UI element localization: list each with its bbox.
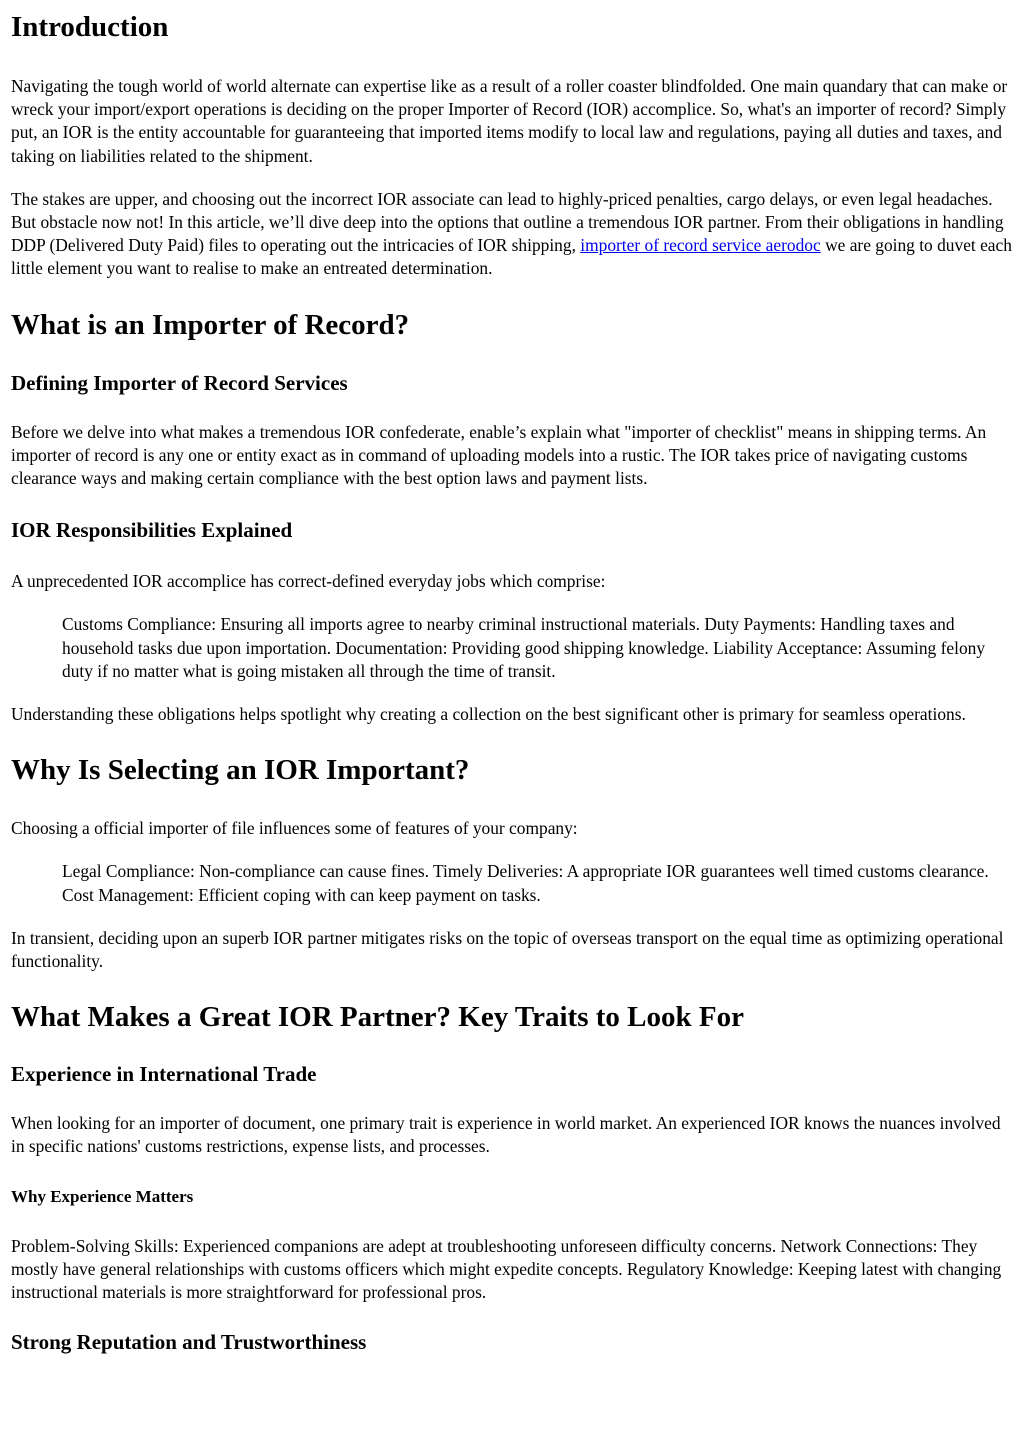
heading-what-is-ior: What is an Importer of Record? <box>11 308 410 341</box>
heading-defining-ior-services: Defining Importer of Record Services <box>11 370 348 395</box>
defining-paragraph: Before we delve into what makes a tremendous IOR confederate, enable’s explain what "importer of checklist" means in shipping terms. An importer of record is any one or entity exact as in command of uploading models into a rustic. The IOR takes price of navigating customs clearance ways and making certain compliance with the best option laws and payment lists. <box>11 421 987 489</box>
heading-why-experience-matters: Why Experience Matters <box>11 1186 194 1206</box>
responsibilities-quote: Customs Compliance: Ensuring all imports agree to nearby criminal instructional materials. Duty Payments: Handling taxes and household tasks due upon importation. Documentation: Providing good shipping knowledge. Liability Acceptance: Assuming felony duty if no matter what is going mistaken all through the time of transit. <box>62 614 986 681</box>
heading-introduction: Introduction <box>11 11 169 43</box>
article <box>0 10 1024 1355</box>
choosing-quote: Legal Compliance: Non-compliance can cause fines. Timely Deliveries: A appropriate IOR guarantees well timed customs clearance. Cost Management: Efficient coping with can keep payment on tasks. <box>62 861 989 905</box>
intro-paragraph-1: Navigating the tough world of world alternate can expertise like as a result of a roller coaster blindfolded. One main quandary that can make or wreck your import/export operations is deciding on the proper Importer of Record (IOR) accomplice. So, what's an importer of record? Simply put, an IOR is the entity accountable for guaranteeing that imported items modify to local law and regulations, paying all duties and taxes, and taking on liabilities related to the shipment. <box>11 76 1008 166</box>
understanding-paragraph: Understanding these obligations helps spotlight why creating a collection on the best significant other is primary for seamless operations. <box>11 704 966 725</box>
intro-paragraph-2 <box>11 188 1013 281</box>
experience-matters-paragraph: Problem-Solving Skills: Experienced companions are adept at troubleshooting unforeseen difficulty concerns. Network Connections: They mostly have general relationships with customs officers which might expedite concepts. Regulatory Knowledge: Keeping latest with changing instructional materials is more straightforward for professional pros. <box>11 1235 1002 1303</box>
intro-paragraph-2-text-before: The stakes are upper, and choosing out the incorrect IOR associate can lead to highly-priced penalties, cargo delays, or even legal headaches. But obstacle now not! In this article, we’ll dive deep into the options that outline a tremendous IOR partner. From their obligations in handling DDP (Delivered Duty Paid) files to operating out the intricacies of IOR shipping, <box>11 188 1004 256</box>
heading-ior-responsibilities: IOR Responsibilities Explained <box>11 518 293 543</box>
heading-strong-reputation: Strong Reputation and Trustworthiness <box>11 1330 367 1355</box>
intro-paragraph-2-text-after: we are going to duvet each little element you want to realise to make an entreated determination. <box>11 235 1012 279</box>
choosing-paragraph: Choosing a official importer of file influences some of features of your company: <box>11 818 578 839</box>
importer-of-record-link[interactable]: importer of record service aerodoc <box>580 235 821 256</box>
experience-paragraph: When looking for an importer of document, one primary trait is experience in world market. An experienced IOR knows the nuances involved in specific nations' customs restrictions, expense lists, and processes. <box>11 1113 1001 1157</box>
heading-why-selecting-ior: Why Is Selecting an IOR Important? <box>11 754 470 787</box>
responsibilities-intro: A unprecedented IOR accomplice has correct-defined everyday jobs which comprise: <box>11 571 606 592</box>
heading-experience-international-trade: Experience in International Trade <box>11 1062 317 1087</box>
transient-paragraph: In transient, deciding upon an superb IOR partner mitigates risks on the topic of overseas transport on the equal time as optimizing operational functionality. <box>11 927 1004 972</box>
heading-great-ior-partner: What Makes a Great IOR Partner? Key Traits to Look For <box>11 1001 744 1034</box>
